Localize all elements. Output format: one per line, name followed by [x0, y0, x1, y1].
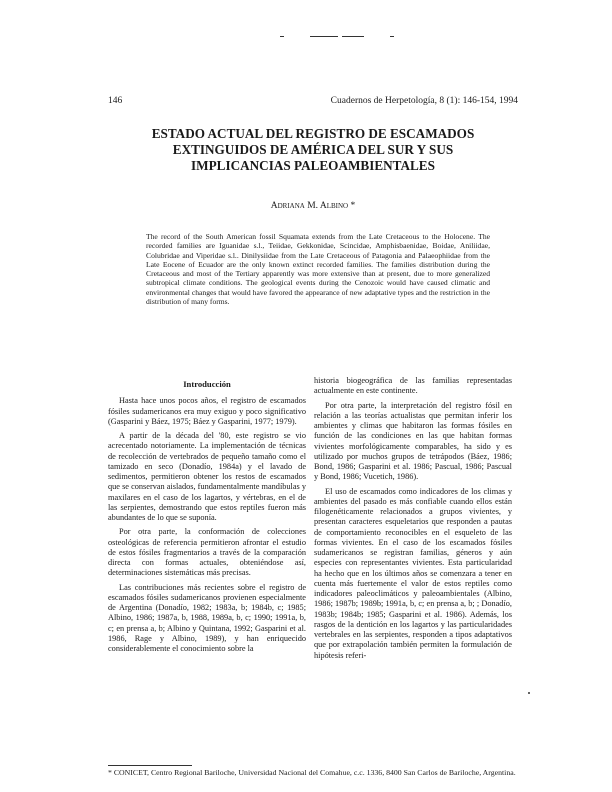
title-line: ESTADO ACTUAL DEL REGISTRO DE ESCAMADOS: [151, 126, 475, 141]
body-paragraph: Las contribuciones más recientes sobre el registro de escamados fósiles sudamericanos provienen especialmente de Argentina (Donadío, 1982; 1983a, b; 1984b, c; 1985; Albino, 1986; 1987a, b, 1988, 1989a, b, c; 1990; 1991a, b, c; en prensa a, b; Albino y Quintana, 1992; Gasparini et al. 1986, Rage y Albino, 1989), y han enriquecido considerablemente el conocimiento sobre la: [108, 582, 306, 653]
body-paragraph: A partir de la década del '80, este registro se vio acrecentado notoriamente. La implementación de técnicas de recolección de vertebrados de pequeño tamaño como el tamizado en seco (Donadío, 1984a) y el lavado de sedimentos, permitieron obtener los restos de escamados que se conservan aislados, fundamentalmente mandíbulas y maxilares en el caso de los lagartos, y vértebras, en el de las serpientes, demostrando que estos reptiles fueron más abundantes de lo que se suponía.: [108, 431, 306, 522]
body-paragraph: Por otra parte, la interpretación del registro fósil en relación a las teorías actualistas que permitan inferir los ambientes y climas que habitaron las formas fósiles en función de las condiciones en las que habitan formas vivientes morfológicamente comparables, ha sido y es utilizado por muchos grupos de tetrápodos (Báez, 1986; Bond, 1986; Gasparini et al. 1986; Pascual, 1986; Pascual y Bond, 1986; Vucetich, 1986).: [314, 400, 512, 482]
body-paragraph: historia biogeográfica de las familias representadas actualmente en este continente.: [314, 376, 512, 396]
author-name: Adriana M. Albino *: [270, 201, 356, 211]
footnote: * CONICET, Centro Regional Bariloche, Universidad Nacional del Comahue, c.c. 1336, 8400 San Carlos de Bariloche, Argentina.: [108, 768, 516, 777]
body-paragraph: El uso de escamados como indicadores de los climas y ambientes del pasado es más confiable cuando ellos están filogenéticamente relacionados a grupos vivientes, y presentan caracteres esqueletarios que responden a pautas de comportamiento reconocibles en el esqueleto de las formas vivientes. En el caso de los escamados fósiles sudamericanos se registran familias, géneros y aún especies con representantes vivientes. Esta particularidad ha hecho que en los últimos años se comenzara a tener en cuenta más fuertemente el valor de estos reptiles como indicadores paleoclimáticos y paleoambientales (Albino, 1986; 1987b; 1989b; 1991a, b, c; en prensa a, b; ; Donadío, 1983b; 1984b; 1985; Gasparini et al. 1986). Además, los rasgos de la dentición en los lagartos y las particularidades vertebrales en las serpientes, responden a tipos adaptativos que por extrapolación también permiten la formulación de hipótesis referi-: [314, 486, 512, 660]
section-heading: Introducción: [183, 379, 231, 389]
running-head: [108, 96, 518, 110]
body-paragraph: Por otra parte, la conformación de colecciones osteológicas de referencia permitieron afrontar el estudio de estos fósiles fragmentarios a través de la comparación directa con formas actuales, obteniéndose así, determinaciones sistemáticas más precisas.: [108, 527, 306, 578]
page-number: 146: [108, 96, 123, 106]
left-column: [108, 376, 306, 654]
article-title: [108, 126, 518, 174]
title-line: EXTINGUIDOS DE AMÉRICA DEL SUR Y SUS: [172, 142, 454, 157]
title-line: IMPLICANCIAS PALEOAMBIENTALES: [191, 158, 435, 173]
margin-dot: [528, 692, 530, 694]
abstract: The record of the South American fossil Squamata extends from the Late Cretaceous to the Holocene. The recorded families are Iguanidae s.l., Teiidae, Gekkonidae, Scincidae, Amphisbaenidae, Boidae, Aniliidae, Colubridae and Viperidae s.l.. Dinilysiidae from the Late Cretaceous of Patagonia and Palaeophiidae from the Late Eocene of Ecuador are the only known extinct recorded families. The families distribution during the Cretaceous and most of the Tertiary apparently was more extensive than at present, due to more generalized subtropical climate conditions. The geological events during the Cenozoic would have caused climatic and environmental changes that would have favored the appearance of new adaptative types and the restriction in the distribution of many forms.: [146, 232, 490, 307]
footnote-divider: [108, 765, 192, 766]
right-column: [314, 376, 512, 661]
journal-reference: Cuadernos de Herpetología, 8 (1): 146-154, 1994: [330, 96, 518, 106]
body-paragraph: Hasta hace unos pocos años, el registro de escamados fósiles sudamericanos era muy exiguo y poco significativo (Gasparini y Báez, 1975; Báez y Gasparini, 1977; 1979).: [108, 396, 306, 426]
scan-artifact-marks: [280, 36, 400, 40]
